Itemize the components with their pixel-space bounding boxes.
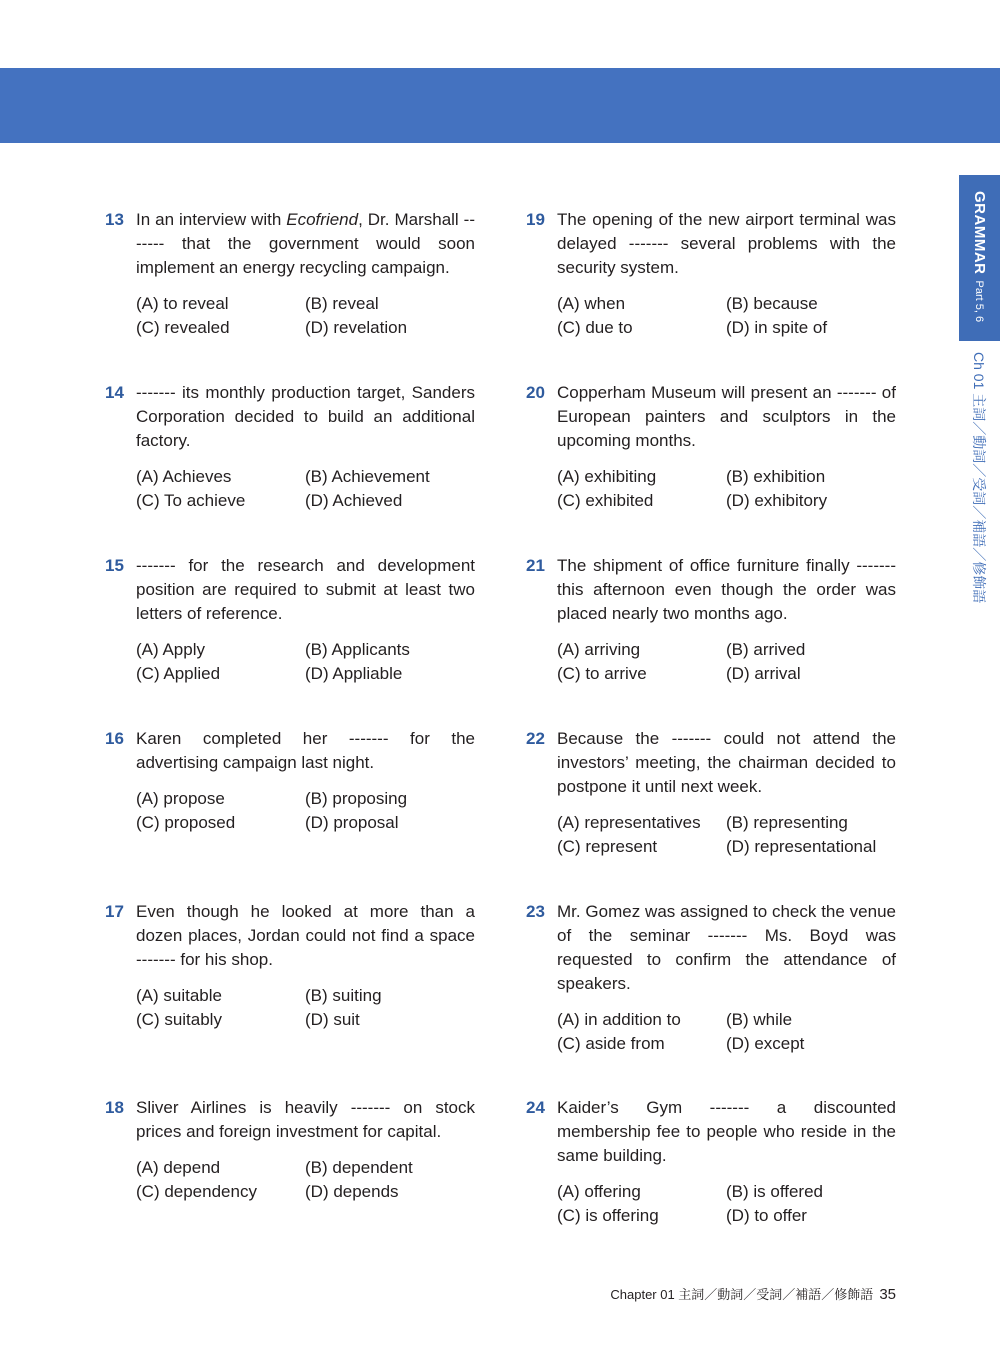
option-d: (D) Achieved	[305, 491, 403, 510]
option-a: (A) offering	[557, 1182, 641, 1201]
question-text: The opening of the new airport terminal was delayed ------- several problems with the security system.	[557, 210, 896, 277]
footer-chapter: Chapter 01 主詞／動詞／受詞／補語／修飾語	[610, 1287, 874, 1302]
question-text: ------- its monthly production target, Sanders Corporation decided to build an additional factory.	[136, 383, 475, 450]
option-b: (B) because	[726, 294, 818, 313]
answer-options	[557, 1008, 896, 1056]
question-23	[526, 900, 896, 1056]
option-c: (C) to arrive	[557, 664, 647, 683]
question-number: 19	[526, 210, 545, 229]
option-c: (C) represent	[557, 837, 658, 856]
option-a: (A) to reveal	[136, 294, 229, 313]
answer-options	[136, 465, 475, 513]
question-number: 14	[105, 383, 124, 402]
option-c: (C) aside from	[557, 1034, 665, 1053]
question-number: 21	[526, 556, 545, 575]
option-d: (D) Appliable	[305, 664, 403, 683]
option-d: (D) depends	[305, 1182, 399, 1201]
question-17	[105, 900, 475, 1032]
option-b: (B) Applicants	[305, 640, 410, 659]
option-a: (A) exhibiting	[557, 467, 657, 486]
option-d: (D) representational	[726, 837, 877, 856]
option-a: (A) depend	[136, 1158, 221, 1177]
option-c: (C) To achieve	[136, 491, 246, 510]
option-d: (D) revelation	[305, 318, 408, 337]
section-tab[interactable]	[959, 175, 1000, 341]
answer-options	[136, 292, 475, 340]
answer-options	[557, 811, 896, 859]
question-19	[526, 208, 896, 340]
option-b: (B) Achievement	[305, 467, 430, 486]
option-c: (C) due to	[557, 318, 633, 337]
option-c: (C) suitably	[136, 1010, 222, 1029]
question-text-part: In an interview with	[136, 210, 287, 229]
option-b: (B) proposing	[305, 789, 408, 808]
option-b: (B) dependent	[305, 1158, 413, 1177]
option-d: (D) except	[726, 1034, 805, 1053]
option-c: (C) revealed	[136, 318, 230, 337]
header-band	[0, 68, 1000, 143]
option-a: (A) Apply	[136, 640, 205, 659]
option-d: (D) proposal	[305, 813, 399, 832]
option-a: (A) suitable	[136, 986, 222, 1005]
option-a: (A) Achieves	[136, 467, 232, 486]
option-c: (C) exhibited	[557, 491, 654, 510]
option-a: (A) propose	[136, 789, 225, 808]
question-16	[105, 727, 475, 835]
question-text: Kaider’s Gym ------- a discounted membership fee to people who reside in the same building.	[557, 1098, 896, 1165]
question-number: 23	[526, 902, 545, 921]
answer-options	[136, 984, 475, 1032]
option-c: (C) dependency	[136, 1182, 257, 1201]
question-number: 22	[526, 729, 545, 748]
question-text: ------- for the research and development position are required to submit at least two letters of reference.	[136, 556, 475, 623]
question-text: Even though he looked at more than a dozen places, Jordan could not find a space ------- for his shop.	[136, 902, 475, 969]
question-15	[105, 554, 475, 686]
option-b: (B) exhibition	[726, 467, 826, 486]
option-c: (C) Applied	[136, 664, 221, 683]
question-number: 18	[105, 1098, 124, 1117]
answer-options	[136, 638, 475, 686]
question-number: 13	[105, 210, 124, 229]
answer-options	[557, 465, 896, 513]
option-a: (A) representatives	[557, 813, 701, 832]
question-18	[105, 1096, 475, 1204]
option-b: (B) reveal	[305, 294, 379, 313]
question-13	[105, 208, 475, 340]
option-a: (A) when	[557, 294, 626, 313]
question-21	[526, 554, 896, 686]
page-footer	[600, 1284, 896, 1303]
question-20	[526, 381, 896, 513]
option-d: (D) in spite of	[726, 318, 828, 337]
question-number: 16	[105, 729, 124, 748]
question-text: Copperham Museum will present an ------- of European painters and sculptors in the upcoming months.	[557, 383, 896, 450]
option-d: (D) suit	[305, 1010, 360, 1029]
chapter-side-text: Ch 01 主詞／動詞／受詞／補語／修飾語	[971, 352, 988, 604]
option-b: (B) is offered	[726, 1182, 824, 1201]
question-text: Karen completed her ------- for the advertising campaign last night.	[136, 729, 475, 772]
option-d: (D) exhibitory	[726, 491, 828, 510]
section-tab-part: Part 5, 6	[973, 280, 986, 323]
answer-options	[557, 1180, 896, 1228]
question-number: 20	[526, 383, 545, 402]
option-b: (B) representing	[726, 813, 848, 832]
option-c: (C) is offering	[557, 1206, 659, 1225]
answer-options	[557, 292, 896, 340]
option-b: (B) arrived	[726, 640, 806, 659]
question-14	[105, 381, 475, 513]
option-b: (B) while	[726, 1010, 793, 1029]
question-number: 15	[105, 556, 124, 575]
answer-options	[136, 1156, 475, 1204]
question-text	[136, 208, 475, 280]
page-number: 35	[879, 1286, 896, 1303]
question-text-part: , Dr. Marshall ------- that the government would soon implement an energy recycling campaign.	[136, 210, 475, 277]
question-number: 24	[526, 1098, 545, 1117]
chapter-side-label	[959, 350, 1000, 604]
magazine-title: Ecofriend	[286, 210, 359, 229]
question-text: Sliver Airlines is heavily ------- on stock prices and foreign investment for capital.	[136, 1098, 475, 1141]
question-text: Mr. Gomez was assigned to check the venue of the seminar ------- Ms. Boyd was requested to confirm the attendance of speakers.	[557, 902, 896, 993]
option-a: (A) arriving	[557, 640, 641, 659]
option-a: (A) in addition to	[557, 1010, 681, 1029]
question-number: 17	[105, 902, 124, 921]
option-d: (D) to offer	[726, 1206, 807, 1225]
option-b: (B) suiting	[305, 986, 382, 1005]
question-22	[526, 727, 896, 859]
question-text: Because the ------- could not attend the investors’ meeting, the chairman decided to postpone it until next week.	[557, 729, 896, 796]
question-24	[526, 1096, 896, 1228]
option-c: (C) proposed	[136, 813, 236, 832]
option-d: (D) arrival	[726, 664, 801, 683]
section-tab-label: GRAMMAR	[971, 191, 988, 275]
answer-options	[136, 787, 475, 835]
question-text: The shipment of office furniture finally ------- this afternoon even though the order was placed nearly two months ago.	[557, 556, 896, 623]
answer-options	[557, 638, 896, 686]
